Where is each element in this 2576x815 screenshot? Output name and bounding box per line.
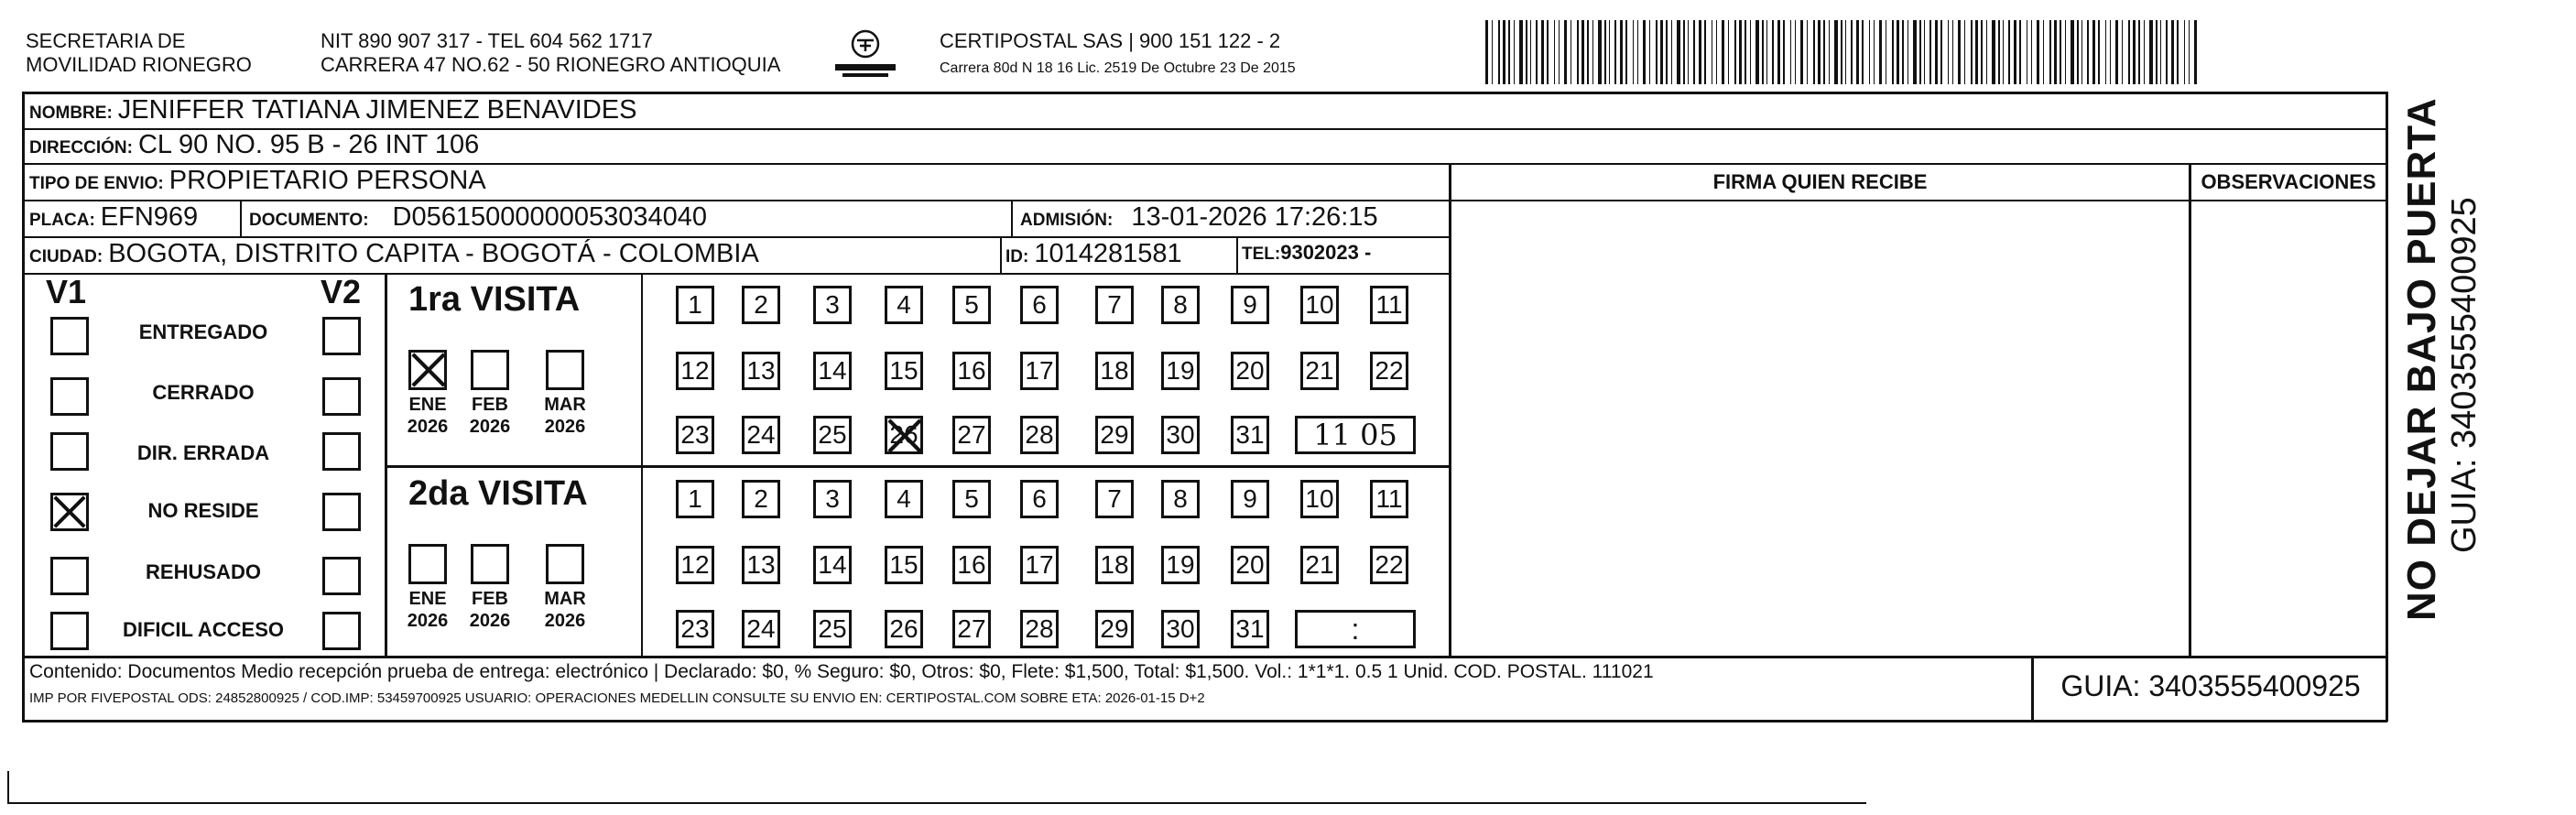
day-number: 21: [1305, 550, 1334, 579]
day-number: 6: [1032, 484, 1047, 513]
day-number: 15: [889, 356, 918, 385]
day-number: 11: [1375, 290, 1403, 319]
day-box[interactable]: [1095, 610, 1134, 648]
day-box[interactable]: [676, 546, 714, 584]
day-box[interactable]: [1370, 352, 1408, 390]
observaciones-header: OBSERVACIONES: [2201, 170, 2376, 193]
day-box[interactable]: [885, 352, 923, 390]
admision-label: ADMISIÓN:: [1020, 211, 1114, 230]
day-box[interactable]: [1161, 546, 1200, 584]
documento-field: [249, 202, 707, 233]
direccion-label: DIRECCIÓN:: [29, 138, 133, 158]
v2-label: V2: [321, 273, 362, 310]
barcode-icon: [1485, 20, 2209, 84]
day-box[interactable]: [742, 610, 780, 648]
day-number: 3: [825, 484, 840, 513]
time-value: 11 05: [1313, 418, 1397, 452]
day-number: 1: [688, 484, 702, 513]
day-box[interactable]: [1370, 480, 1408, 518]
v1-label: V1: [46, 273, 87, 310]
day-box[interactable]: [952, 286, 991, 324]
status-label: NO RESIDE: [147, 499, 259, 522]
day-box[interactable]: [1095, 352, 1134, 390]
day-box[interactable]: [742, 352, 780, 390]
day-number: 16: [957, 356, 986, 385]
certipostal-logo-icon: [833, 27, 897, 81]
day-box[interactable]: [676, 480, 714, 518]
month-year: 2026: [469, 417, 511, 437]
day-number: 24: [746, 614, 776, 643]
visit-title: 1ra VISITA: [408, 280, 581, 319]
day-number: 28: [1025, 420, 1054, 449]
day-box[interactable]: [676, 286, 714, 324]
month-checkbox-ene[interactable]: [408, 350, 447, 390]
day-box[interactable]: [885, 286, 923, 324]
day-number: 26: [889, 420, 918, 449]
day-number: 30: [1166, 614, 1195, 643]
month-label: [537, 394, 593, 438]
month-name: ENE: [408, 395, 447, 415]
day-number: 14: [818, 550, 847, 579]
day-box[interactable]: [1370, 546, 1408, 584]
month-checkbox-mar[interactable]: [546, 544, 584, 584]
nit-line-2: CARRERA 47 NO.62 - 50 RIONEGRO ANTIOQUIA: [321, 53, 781, 76]
tipo-envio-label: TIPO DE ENVIO:: [29, 174, 164, 193]
ciudad-field: [29, 239, 759, 269]
day-number: 4: [897, 290, 911, 319]
tel-value: 9302023 -: [1280, 241, 1372, 264]
status-label: REHUSADO: [146, 560, 261, 583]
day-number: 9: [1243, 290, 1257, 319]
month-label: [462, 394, 518, 438]
day-box[interactable]: [952, 416, 991, 454]
day-number: 20: [1235, 356, 1265, 385]
day-box[interactable]: [813, 352, 852, 390]
day-box[interactable]: [1161, 286, 1200, 324]
status-label: ENTREGADO: [138, 321, 268, 343]
day-number: 5: [964, 484, 979, 513]
day-box[interactable]: [1020, 286, 1059, 324]
firma-header: FIRMA QUIEN RECIBE: [1712, 170, 1928, 193]
day-box[interactable]: [1231, 546, 1269, 584]
checkmark-x-icon: [53, 495, 86, 528]
day-number: 27: [957, 420, 986, 449]
admision-field: [1020, 202, 1378, 233]
day-number: 11: [1375, 484, 1403, 513]
courier-line-1: CERTIPOSTAL SAS | 900 151 122 - 2: [940, 29, 1281, 52]
checkmark-x-icon: [887, 418, 922, 453]
month-year: 2026: [407, 611, 449, 631]
nombre-label: NOMBRE:: [29, 103, 113, 123]
day-number: 12: [680, 356, 710, 385]
day-number: 28: [1025, 614, 1054, 643]
day-box[interactable]: [1020, 480, 1059, 518]
day-number: 31: [1235, 420, 1265, 449]
day-number: 18: [1100, 356, 1129, 385]
nombre-value: JENIFFER TATIANA JIMENEZ BENAVIDES: [117, 95, 637, 125]
day-box[interactable]: [1161, 416, 1200, 454]
status-label: DIR. ERRADA: [136, 441, 270, 464]
day-number: 4: [897, 484, 911, 513]
time-value: :: [1351, 612, 1360, 646]
day-number: 24: [746, 420, 776, 449]
day-number: 21: [1305, 356, 1334, 385]
month-name: FEB: [472, 395, 508, 415]
day-box[interactable]: [1370, 286, 1408, 324]
admision-value: 13-01-2026 17:26:15: [1131, 202, 1378, 232]
month-checkbox-mar[interactable]: [546, 350, 584, 390]
day-box[interactable]: [1020, 610, 1059, 648]
status-label: CERRADO: [152, 381, 255, 404]
month-year: 2026: [469, 611, 511, 631]
placa-field: [29, 202, 198, 233]
day-box[interactable]: [676, 416, 714, 454]
nombre-field: [29, 95, 636, 125]
day-box[interactable]: [1231, 286, 1269, 324]
day-number: 10: [1305, 484, 1334, 513]
day-number: 15: [889, 550, 918, 579]
day-number: 29: [1100, 614, 1129, 643]
day-number: 18: [1100, 550, 1129, 579]
tipo-envio-value: PROPIETARIO PERSONA: [168, 166, 486, 195]
day-number: 13: [746, 356, 776, 385]
day-box[interactable]: [1020, 416, 1059, 454]
direccion-field: [29, 130, 479, 160]
day-box[interactable]: [952, 480, 991, 518]
day-box[interactable]: [676, 352, 714, 390]
checkmark-x-icon: [411, 353, 446, 387]
status-v1-checkbox[interactable]: [50, 432, 89, 471]
day-box[interactable]: [1300, 546, 1339, 584]
day-box[interactable]: [885, 546, 923, 584]
day-number: 26: [889, 614, 918, 643]
day-box[interactable]: [1231, 352, 1269, 390]
day-number: 6: [1032, 290, 1047, 319]
day-box[interactable]: [742, 286, 780, 324]
time-box[interactable]: [1295, 416, 1416, 454]
status-label: DIFICIL ACCESO: [122, 618, 284, 641]
day-number: 23: [680, 614, 710, 643]
month-year: 2026: [544, 417, 586, 437]
day-number: 3: [825, 290, 840, 319]
day-box[interactable]: [813, 286, 852, 324]
month-checkbox-ene[interactable]: [408, 544, 447, 584]
courier-line-2: Carrera 80d N 18 16 Lic. 2519 De Octubre 23 De 2015: [940, 60, 1296, 76]
day-number: 7: [1107, 290, 1122, 319]
day-box[interactable]: [742, 546, 780, 584]
month-label: [399, 394, 456, 438]
day-box[interactable]: [1161, 480, 1200, 518]
day-box[interactable]: [1231, 416, 1269, 454]
month-label: [537, 588, 593, 632]
documento-label: DOCUMENTO:: [249, 211, 369, 230]
tel-label: TEL:: [1242, 244, 1281, 264]
footer-content-line: Contenido: Documentos Medio recepción prueba de entrega: electrónico | Declarado: $0, % Seguro: $0, Otros: $0, Flete: $1,500, Total: $1,500. Vol.: 1*1*1. 0.5 1 Unid. COD. POSTAL. 111021: [29, 661, 1654, 682]
day-box[interactable]: [742, 480, 780, 518]
status-v1-checkbox[interactable]: [50, 612, 89, 650]
day-box[interactable]: [813, 480, 852, 518]
placa-value: EFN969: [100, 202, 199, 232]
day-number: 19: [1166, 550, 1195, 579]
month-name: ENE: [408, 589, 447, 609]
day-box[interactable]: [1231, 610, 1269, 648]
direccion-value: CL 90 NO. 95 B - 26 INT 106: [137, 130, 480, 159]
day-number: 10: [1305, 290, 1334, 319]
day-box[interactable]: [1161, 610, 1200, 648]
side-guia: GUIA: 3403555400925: [2445, 197, 2484, 553]
day-number: 20: [1235, 550, 1265, 579]
month-name: MAR: [544, 589, 586, 609]
day-number: 13: [746, 550, 776, 579]
day-number: 12: [680, 550, 710, 579]
month-checkbox-feb[interactable]: [471, 544, 509, 584]
observations-area[interactable]: [2192, 201, 2385, 654]
status-v2-checkbox[interactable]: [322, 377, 361, 416]
status-v2-checkbox[interactable]: [322, 317, 361, 355]
day-box[interactable]: [1300, 352, 1339, 390]
day-box[interactable]: [885, 480, 923, 518]
day-number: 5: [964, 290, 979, 319]
id-value: 1014281581: [1034, 239, 1182, 268]
day-number: 8: [1173, 484, 1188, 513]
day-box[interactable]: [1161, 352, 1200, 390]
documento-value: D05615000000053034040: [392, 202, 708, 232]
status-v2-checkbox[interactable]: [322, 493, 361, 531]
day-number: 19: [1166, 356, 1195, 385]
day-box[interactable]: [952, 546, 991, 584]
status-v2-checkbox[interactable]: [322, 557, 361, 595]
day-number: 7: [1107, 484, 1122, 513]
day-box[interactable]: [742, 416, 780, 454]
day-number: 25: [818, 420, 847, 449]
placa-label: PLACA:: [29, 211, 95, 230]
month-name: FEB: [472, 589, 508, 609]
month-year: 2026: [544, 611, 586, 631]
day-box[interactable]: [1231, 480, 1269, 518]
day-number: 17: [1025, 550, 1054, 579]
day-box[interactable]: [952, 610, 991, 648]
month-label: [462, 588, 518, 632]
status-v1-checkbox[interactable]: [50, 377, 89, 416]
day-number: 30: [1166, 420, 1195, 449]
month-label: [399, 588, 456, 632]
tipo-envio-field: [29, 166, 486, 196]
day-number: 27: [957, 614, 986, 643]
day-box[interactable]: [676, 610, 714, 648]
day-box[interactable]: [1020, 546, 1059, 584]
day-number: 22: [1375, 356, 1404, 385]
status-v1-checkbox[interactable]: [50, 557, 89, 595]
day-number: 14: [818, 356, 847, 385]
side-warning: NO DEJAR BAJO PUERTA: [2399, 97, 2444, 621]
day-number: 29: [1100, 420, 1129, 449]
day-box[interactable]: [952, 352, 991, 390]
day-number: 9: [1243, 484, 1257, 513]
day-box[interactable]: [813, 546, 852, 584]
day-number: 2: [754, 484, 768, 513]
day-number: 23: [680, 420, 710, 449]
ciudad-label: CIUDAD:: [29, 247, 103, 266]
day-box[interactable]: [1095, 546, 1134, 584]
id-label: ID:: [1005, 247, 1029, 266]
tel-field: [1242, 241, 1371, 265]
day-box[interactable]: [1020, 352, 1059, 390]
status-v2-checkbox[interactable]: [322, 432, 361, 471]
time-box[interactable]: [1295, 610, 1416, 648]
day-box[interactable]: [885, 416, 923, 454]
month-year: 2026: [407, 417, 449, 437]
day-number: 25: [818, 614, 847, 643]
day-box[interactable]: [1095, 480, 1134, 518]
footer-imp-line: IMP POR FIVEPOSTAL ODS: 24852800925 / COD.IMP: 53459700925 USUARIO: OPERACIONES MEDELLIN CONSULTE SU ENVIO EN: CERTIPOSTAL.COM SOBRE ETA: 2026-01-15 D+2: [29, 690, 1205, 706]
day-box[interactable]: [1095, 416, 1134, 454]
issuer-line-2: MOVILIDAD RIONEGRO: [26, 53, 252, 76]
footer-guia: GUIA: 3403555400925: [2060, 669, 2361, 702]
status-v1-checkbox[interactable]: [50, 317, 89, 355]
day-number: 2: [754, 290, 768, 319]
visit-title: 2da VISITA: [408, 474, 588, 513]
day-number: 22: [1375, 550, 1404, 579]
month-name: MAR: [544, 395, 586, 415]
day-number: 8: [1173, 290, 1188, 319]
day-number: 16: [957, 550, 986, 579]
status-v2-checkbox[interactable]: [322, 612, 361, 650]
day-box[interactable]: [813, 610, 852, 648]
nit-line-1: NIT 890 907 317 - TEL 604 562 1717: [321, 29, 653, 52]
signature-area[interactable]: [1452, 201, 2187, 654]
day-number: 17: [1025, 356, 1054, 385]
issuer-line-1: SECRETARIA DE: [26, 29, 186, 52]
status-v1-checkbox[interactable]: [50, 493, 89, 531]
day-box[interactable]: [813, 416, 852, 454]
day-box[interactable]: [1300, 286, 1339, 324]
day-box[interactable]: [885, 610, 923, 648]
day-number: 31: [1235, 614, 1265, 643]
day-box[interactable]: [1095, 286, 1134, 324]
day-box[interactable]: [1300, 480, 1339, 518]
id-field: [1005, 239, 1182, 269]
day-number: 1: [688, 290, 702, 319]
ciudad-value: BOGOTA, DISTRITO CAPITA - BOGOTÁ - COLOMBIA: [108, 239, 759, 268]
month-checkbox-feb[interactable]: [471, 350, 509, 390]
